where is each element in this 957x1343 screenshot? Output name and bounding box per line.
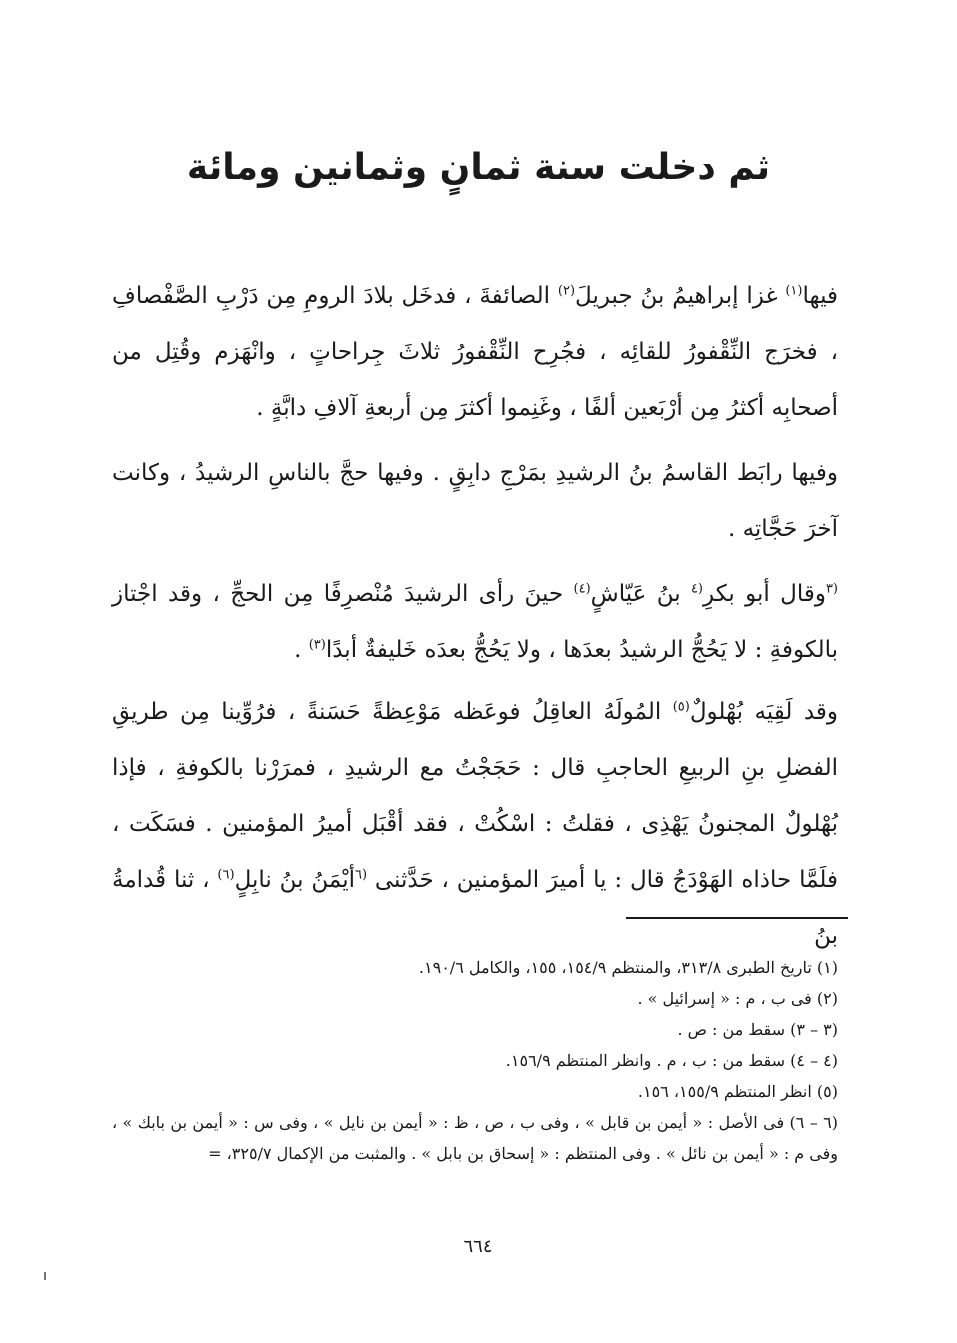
footnote: (٣ – ٣) سقط من : ص .: [677, 1020, 838, 1039]
paragraph-text: .: [294, 637, 309, 663]
chapter-title: ثم دخلت سنة ثمانٍ وثمانين ومائة: [186, 147, 771, 188]
paragraph-text: حينَ رأى الرشيدَ مُنْصرِفًا مِن الحجِّ ، وقد اجْتاز بالكوفةِ : لا يَحُجُّ الرشيدُ بعدَها ، ولا يَحُجُّ بعدَه خَليفةٌ أبدًا: [112, 581, 838, 663]
footnote-ref: (٤: [690, 581, 703, 597]
page-number: ٦٦٤: [463, 1236, 493, 1257]
footnote-ref: (٢): [557, 283, 576, 299]
footnote: (١) تاريخ الطبرى ٣١٣/٨، والمنتظم ١٥٤/٩، ١٥٥، والكامل ١٩٠/٦.: [418, 958, 838, 977]
margin-mark: [44, 1272, 46, 1280]
paragraph-text: ، ثنا قُدامةُ بنُ: [112, 867, 838, 949]
paragraph-text: بنُ عَيّاشٍ: [590, 581, 691, 607]
footnote-ref: (٤): [573, 581, 591, 597]
footnote-ref: (٦: [354, 867, 368, 883]
footnote: (٢) فى ب ، م : « إسرائيل » .: [637, 989, 838, 1008]
footnote-ref: (١): [785, 283, 803, 299]
footnote: (٤ – ٤) سقط من : ب ، م . وانظر المنتظم ١٥٦/٩.: [505, 1051, 838, 1070]
paragraph: [112, 684, 838, 964]
paragraph-text: أيْمَنُ بنُ نابِلٍ: [234, 867, 355, 893]
paragraph-text: غزا إبراهيمُ بنُ جبريلَ: [575, 283, 786, 309]
paragraph-text: الصائفةَ ، فدخَل بلادَ الرومِ مِن دَرْبِ الصَّفْصافِ ، فخرَج النِّقْفورُ للقائِه ، فجُرِح النِّقْفورُ ثلاثَ جِراحاتٍ ، وانْهَزم وقُتِل من أصحابِه أكثرُ مِن أرْبَعين ألفًا ، وغَنِموا أكثرَ مِن أربعةِ آلافِ دابَّةٍ .: [112, 283, 838, 421]
footnote-ref: (٦): [217, 867, 235, 883]
paragraph-text: وفيها رابَط القاسمُ بنُ الرشيدِ بمَرْجِ دابِقٍ . وفيها حجَّ بالناسِ الرشيدُ ، وكانت آخرَ حَجَّاتِه .: [112, 460, 838, 542]
footnote: (٥) انظر المنتظم ١٥٥/٩، ١٥٦.: [637, 1082, 838, 1101]
footnote-ref: (٣: [825, 581, 838, 597]
paragraph-text: المُولَهُ العاقِلُ فوعَظه مَوْعِظةً حَسَنةً ، فرُوِّينا مِن طريقِ الفضلِ بنِ الربيعِ الحاجبِ قال : حَجَجْتُ مع الرشيدِ ، فمرَرْنا بالكوفةِ ، فإذا بُهْلولٌ المجنونُ يَهْذِى ، فقلتُ : اسْكُتْ ، فقد أقْبَل أميرُ المؤمنين . فسَكَت ، فلَمَّا حاذاه الهَوْدَجُ قال : يا أميرَ المؤمنين ، حَدَّثنى: [112, 699, 838, 893]
footnote-divider: [626, 917, 848, 919]
footnote-ref: (٣): [308, 637, 326, 653]
footnotes-list: [112, 952, 838, 1169]
paragraph-text: فيها: [802, 283, 838, 309]
paragraph-text: وقد لَقِيَه بُهْلولٌ: [689, 699, 839, 725]
paragraph: [112, 445, 838, 557]
paragraph-text: وقال أبو بكرِ: [703, 581, 826, 607]
footnote: (٦ – ٦) فى الأصل : « أيمن بن قابل » ، وفى ب ، ص ، ظ : « أيمن بن نايل » ، وفى س : « أيمن بن بابك » ، وفى م : « أيمن بن نائل » . وفى المنتظم : « إسحاق بن بابل » . والمثبت من الإكمال ٣٢٥/٧، =: [112, 1113, 839, 1163]
footnote-ref: (٥): [672, 699, 690, 715]
paragraph: [112, 566, 838, 678]
paragraph: [112, 268, 838, 436]
